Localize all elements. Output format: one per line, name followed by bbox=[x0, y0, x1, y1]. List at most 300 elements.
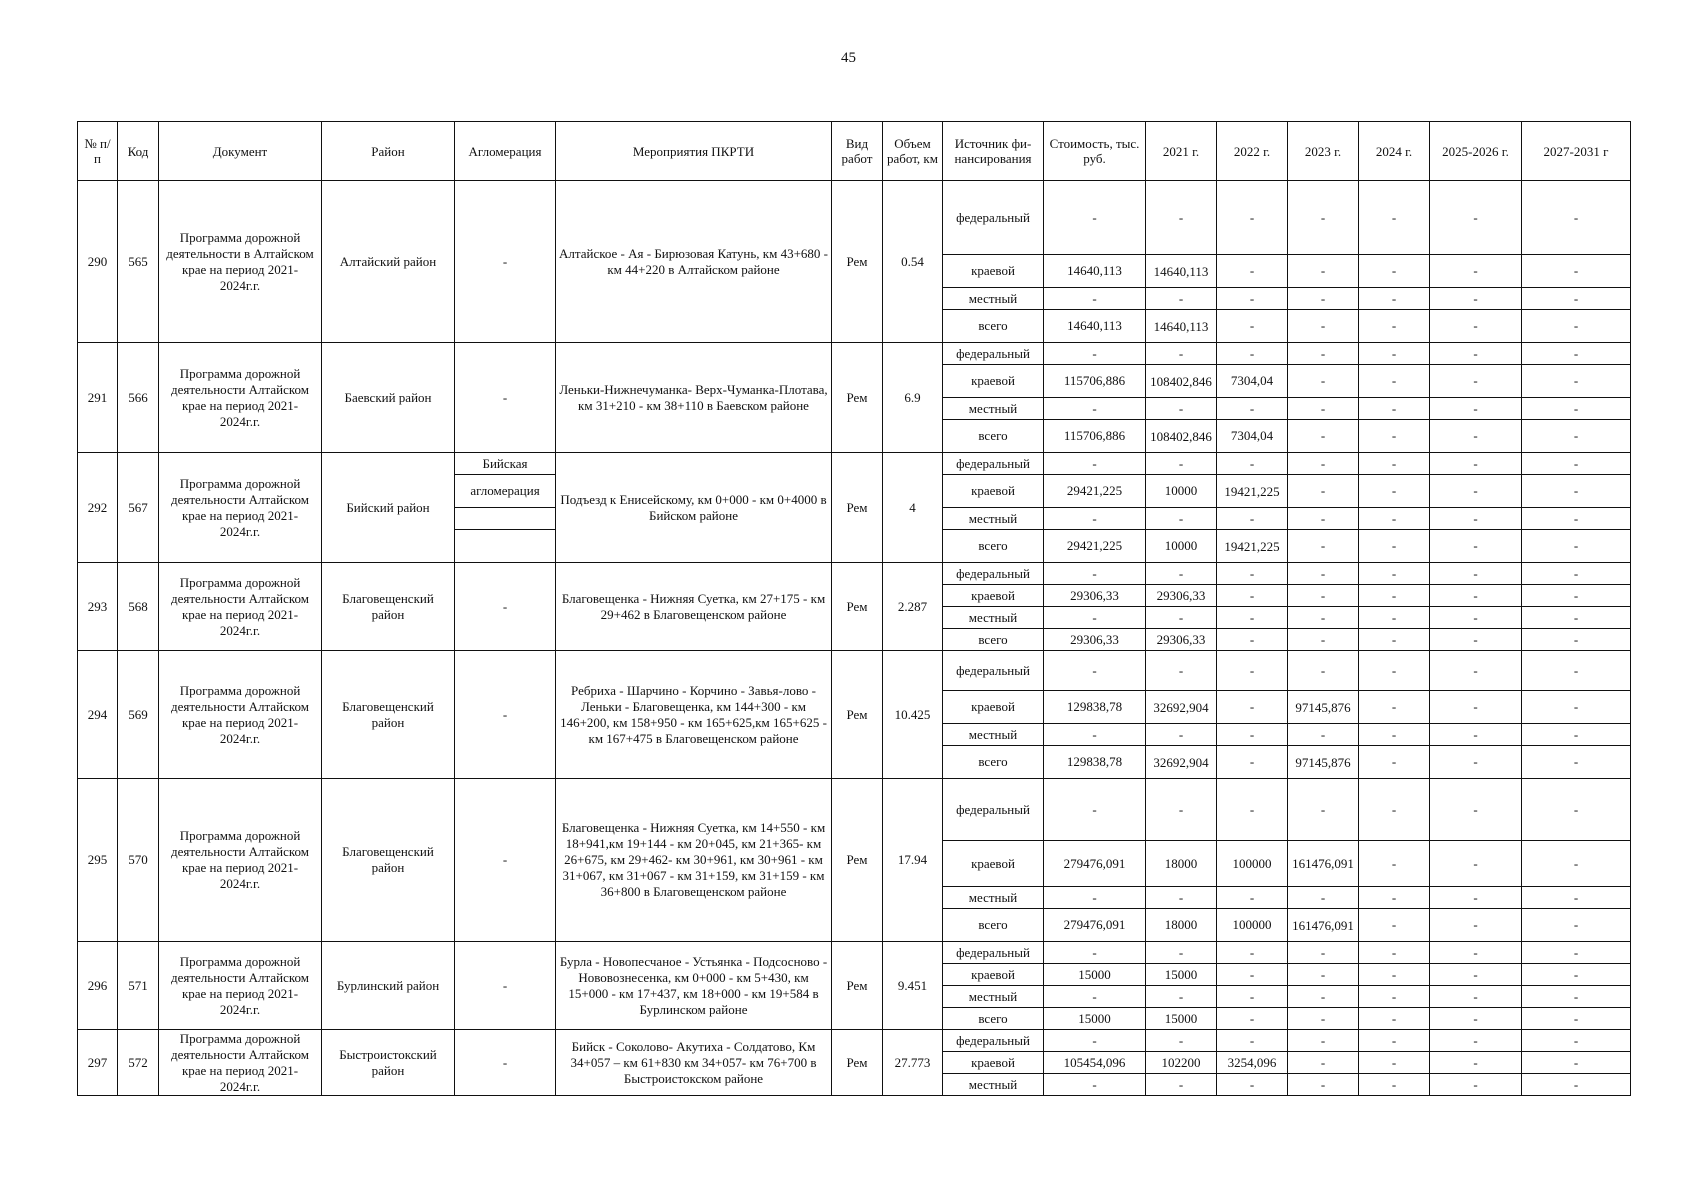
value-cell: - bbox=[1430, 887, 1522, 909]
value-cell: - bbox=[1288, 453, 1359, 475]
value-cell: - bbox=[1522, 629, 1631, 651]
funding-source-cell: краевой bbox=[943, 365, 1044, 398]
value-cell: - bbox=[1146, 288, 1217, 310]
value-cell: - bbox=[1044, 398, 1146, 420]
value-cell: - bbox=[1146, 343, 1217, 365]
agglomeration-cell: Бийская bbox=[455, 453, 556, 475]
header-cell: Документ bbox=[159, 122, 322, 181]
header-cell: № п/п bbox=[78, 122, 118, 181]
table-row bbox=[78, 563, 1631, 585]
measures-cell: Подъезд к Енисейскому, км 0+000 - км 0+4000 в Бийском районе bbox=[556, 453, 832, 563]
district-cell: Благовещенский район bbox=[322, 779, 455, 942]
value-cell: - bbox=[1430, 475, 1522, 508]
value-cell: - bbox=[1217, 508, 1288, 530]
code-cell: 567 bbox=[118, 453, 159, 563]
value-cell: - bbox=[1430, 964, 1522, 986]
value-cell: - bbox=[1522, 746, 1631, 779]
value-cell: - bbox=[1288, 724, 1359, 746]
value-cell: - bbox=[1044, 343, 1146, 365]
value-cell: - bbox=[1430, 398, 1522, 420]
value-cell: - bbox=[1522, 841, 1631, 887]
value-cell: - bbox=[1430, 986, 1522, 1008]
value-cell: 19421,225 bbox=[1217, 475, 1288, 508]
value-cell: 29306,33 bbox=[1044, 629, 1146, 651]
value-cell: - bbox=[1044, 508, 1146, 530]
work-type-cell: Рем bbox=[832, 453, 883, 563]
value-cell: - bbox=[1288, 779, 1359, 841]
value-cell: 115706,886 bbox=[1044, 420, 1146, 453]
value-cell: - bbox=[1522, 585, 1631, 607]
work-type-cell: Рем bbox=[832, 343, 883, 453]
code-cell: 565 bbox=[118, 181, 159, 343]
value-cell: - bbox=[1288, 964, 1359, 986]
value-cell: - bbox=[1430, 942, 1522, 964]
value-cell: - bbox=[1522, 1008, 1631, 1030]
measures-cell: Алтайское - Ая - Бирюзовая Катунь, км 43+680 - км 44+220 в Алтайском районе bbox=[556, 181, 832, 343]
value-cell: 15000 bbox=[1044, 964, 1146, 986]
value-cell: - bbox=[1359, 343, 1430, 365]
value-cell: 15000 bbox=[1146, 964, 1217, 986]
value-cell: - bbox=[1288, 420, 1359, 453]
value-cell: - bbox=[1430, 1008, 1522, 1030]
value-cell: - bbox=[1288, 1008, 1359, 1030]
value-cell: - bbox=[1359, 508, 1430, 530]
row-number-cell: 291 bbox=[78, 343, 118, 453]
value-cell: - bbox=[1430, 629, 1522, 651]
measures-cell: Благовещенка - Нижняя Суетка, км 14+550 - км 18+941,км 19+144 - км 20+045, км 21+365- км 26+675, км 29+462- км 30+961, км 30+961 - км 31+067, км 31+067 - км 31+159, км 31+159 - км 36+800 в Благовещенском районе bbox=[556, 779, 832, 942]
value-cell: - bbox=[1430, 1074, 1522, 1096]
value-cell: - bbox=[1044, 1074, 1146, 1096]
value-cell: 97145,876 bbox=[1288, 746, 1359, 779]
value-cell: - bbox=[1359, 779, 1430, 841]
value-cell: - bbox=[1522, 887, 1631, 909]
value-cell: - bbox=[1522, 607, 1631, 629]
value-cell: 18000 bbox=[1146, 841, 1217, 887]
volume-cell: 6.9 bbox=[883, 343, 943, 453]
value-cell: - bbox=[1044, 1030, 1146, 1052]
value-cell: - bbox=[1430, 909, 1522, 942]
value-cell: - bbox=[1522, 398, 1631, 420]
value-cell: 161476,091 bbox=[1288, 841, 1359, 887]
district-cell: Бийский район bbox=[322, 453, 455, 563]
funding-source-cell: местный bbox=[943, 724, 1044, 746]
value-cell: - bbox=[1217, 691, 1288, 724]
value-cell: - bbox=[1288, 1030, 1359, 1052]
value-cell: 29306,33 bbox=[1146, 585, 1217, 607]
value-cell: - bbox=[1430, 1052, 1522, 1074]
value-cell: - bbox=[1288, 181, 1359, 255]
funding-source-cell: краевой bbox=[943, 585, 1044, 607]
code-cell: 571 bbox=[118, 942, 159, 1030]
value-cell: - bbox=[1359, 746, 1430, 779]
funding-source-cell: федеральный bbox=[943, 1030, 1044, 1052]
value-cell: - bbox=[1522, 181, 1631, 255]
value-cell: - bbox=[1430, 420, 1522, 453]
value-cell: - bbox=[1359, 607, 1430, 629]
value-cell: - bbox=[1217, 629, 1288, 651]
value-cell: - bbox=[1430, 563, 1522, 585]
agglomeration-cell: - bbox=[455, 343, 556, 453]
value-cell: - bbox=[1522, 964, 1631, 986]
value-cell: - bbox=[1288, 475, 1359, 508]
value-cell: 19421,225 bbox=[1217, 530, 1288, 563]
header-cell: Код bbox=[118, 122, 159, 181]
row-number-cell: 295 bbox=[78, 779, 118, 942]
value-cell: - bbox=[1522, 343, 1631, 365]
value-cell: - bbox=[1359, 841, 1430, 887]
table-row bbox=[78, 343, 1631, 365]
value-cell: - bbox=[1359, 453, 1430, 475]
value-cell: 14640,113 bbox=[1146, 310, 1217, 343]
value-cell: - bbox=[1217, 746, 1288, 779]
value-cell: - bbox=[1146, 181, 1217, 255]
value-cell: - bbox=[1522, 724, 1631, 746]
header-cell: Агломерация bbox=[455, 122, 556, 181]
value-cell: - bbox=[1288, 986, 1359, 1008]
value-cell: - bbox=[1217, 310, 1288, 343]
value-cell: 100000 bbox=[1217, 909, 1288, 942]
value-cell: 279476,091 bbox=[1044, 841, 1146, 887]
value-cell: - bbox=[1044, 986, 1146, 1008]
value-cell: - bbox=[1359, 964, 1430, 986]
value-cell: - bbox=[1044, 942, 1146, 964]
value-cell: - bbox=[1359, 1030, 1430, 1052]
funding-source-cell: федеральный bbox=[943, 942, 1044, 964]
code-cell: 569 bbox=[118, 651, 159, 779]
value-cell: - bbox=[1430, 453, 1522, 475]
volume-cell: 9.451 bbox=[883, 942, 943, 1030]
value-cell: - bbox=[1359, 288, 1430, 310]
value-cell: - bbox=[1217, 585, 1288, 607]
value-cell: - bbox=[1430, 651, 1522, 691]
funding-source-cell: федеральный bbox=[943, 651, 1044, 691]
value-cell: - bbox=[1217, 288, 1288, 310]
funding-source-cell: всего bbox=[943, 909, 1044, 942]
row-number-cell: 296 bbox=[78, 942, 118, 1030]
funding-source-cell: федеральный bbox=[943, 181, 1044, 255]
value-cell: 14640,113 bbox=[1044, 255, 1146, 288]
measures-cell: Леньки-Нижнечуманка- Верх-Чуманка-Плотава, км 31+210 - км 38+110 в Баевском районе bbox=[556, 343, 832, 453]
value-cell: - bbox=[1359, 475, 1430, 508]
value-cell: - bbox=[1146, 651, 1217, 691]
row-number-cell: 293 bbox=[78, 563, 118, 651]
value-cell: 14640,113 bbox=[1044, 310, 1146, 343]
value-cell: - bbox=[1288, 629, 1359, 651]
value-cell: - bbox=[1359, 909, 1430, 942]
value-cell: - bbox=[1522, 310, 1631, 343]
value-cell: - bbox=[1288, 887, 1359, 909]
page-number: 45 bbox=[841, 50, 856, 66]
funding-source-cell: всего bbox=[943, 1008, 1044, 1030]
value-cell: - bbox=[1359, 691, 1430, 724]
value-cell: - bbox=[1430, 310, 1522, 343]
value-cell: 14640,113 bbox=[1146, 255, 1217, 288]
code-cell: 568 bbox=[118, 563, 159, 651]
value-cell: - bbox=[1044, 779, 1146, 841]
code-cell: 570 bbox=[118, 779, 159, 942]
value-cell: - bbox=[1146, 508, 1217, 530]
value-cell: - bbox=[1146, 1030, 1217, 1052]
value-cell: - bbox=[1522, 909, 1631, 942]
value-cell: - bbox=[1522, 1030, 1631, 1052]
value-cell: - bbox=[1522, 475, 1631, 508]
value-cell: - bbox=[1359, 942, 1430, 964]
value-cell: 100000 bbox=[1217, 841, 1288, 887]
value-cell: - bbox=[1044, 181, 1146, 255]
measures-cell: Благовещенка - Нижняя Суетка, км 27+175 - км 29+462 в Благовещенском районе bbox=[556, 563, 832, 651]
header-cell: 2023 г. bbox=[1288, 122, 1359, 181]
header-cell: 2024 г. bbox=[1359, 122, 1430, 181]
value-cell: - bbox=[1217, 1074, 1288, 1096]
value-cell: - bbox=[1522, 288, 1631, 310]
agglomeration-cell: - bbox=[455, 563, 556, 651]
header-cell: 2025-2026 г. bbox=[1430, 122, 1522, 181]
value-cell: 29306,33 bbox=[1044, 585, 1146, 607]
funding-source-cell: федеральный bbox=[943, 779, 1044, 841]
measures-cell: Бийск - Соколово- Акутиха - Солдатово, Км 34+057 – км 61+830 км 34+057- км 76+700 в Быстроистокском районе bbox=[556, 1030, 832, 1096]
value-cell: 97145,876 bbox=[1288, 691, 1359, 724]
value-cell: - bbox=[1359, 255, 1430, 288]
value-cell: - bbox=[1288, 508, 1359, 530]
value-cell: - bbox=[1288, 288, 1359, 310]
value-cell: - bbox=[1217, 453, 1288, 475]
funding-source-cell: краевой bbox=[943, 841, 1044, 887]
district-cell: Алтайский район bbox=[322, 181, 455, 343]
document-cell: Программа дорожной деятельности Алтайском крае на период 2021-2024г.г. bbox=[159, 942, 322, 1030]
value-cell: - bbox=[1430, 607, 1522, 629]
value-cell: - bbox=[1146, 607, 1217, 629]
funding-source-cell: краевой bbox=[943, 691, 1044, 724]
value-cell: - bbox=[1522, 779, 1631, 841]
value-cell: - bbox=[1288, 365, 1359, 398]
value-cell: - bbox=[1217, 986, 1288, 1008]
value-cell: - bbox=[1044, 887, 1146, 909]
value-cell: - bbox=[1044, 724, 1146, 746]
value-cell: 7304,04 bbox=[1217, 365, 1288, 398]
value-cell: - bbox=[1359, 585, 1430, 607]
funding-source-cell: всего bbox=[943, 530, 1044, 563]
value-cell: - bbox=[1430, 508, 1522, 530]
value-cell: - bbox=[1359, 365, 1430, 398]
funding-source-cell: местный bbox=[943, 607, 1044, 629]
document-cell: Программа дорожной деятельности Алтайском крае на период 2021-2024г.г. bbox=[159, 1030, 322, 1096]
value-cell: - bbox=[1288, 942, 1359, 964]
document-cell: Программа дорожной деятельности Алтайском крае на период 2021-2024г.г. bbox=[159, 453, 322, 563]
value-cell: 32692,904 bbox=[1146, 746, 1217, 779]
funding-source-cell: местный bbox=[943, 398, 1044, 420]
value-cell: - bbox=[1217, 255, 1288, 288]
value-cell: - bbox=[1044, 651, 1146, 691]
value-cell: 29421,225 bbox=[1044, 475, 1146, 508]
value-cell: - bbox=[1359, 420, 1430, 453]
header-cell: Район bbox=[322, 122, 455, 181]
code-cell: 566 bbox=[118, 343, 159, 453]
value-cell: - bbox=[1288, 563, 1359, 585]
value-cell: - bbox=[1430, 841, 1522, 887]
value-cell: - bbox=[1522, 986, 1631, 1008]
value-cell: - bbox=[1430, 779, 1522, 841]
table-row bbox=[78, 1030, 1631, 1052]
value-cell: - bbox=[1288, 585, 1359, 607]
value-cell: - bbox=[1430, 691, 1522, 724]
funding-source-cell: местный bbox=[943, 986, 1044, 1008]
funding-source-cell: федеральный bbox=[943, 563, 1044, 585]
value-cell: - bbox=[1146, 986, 1217, 1008]
value-cell: - bbox=[1217, 343, 1288, 365]
header-cell: 2027-2031 г bbox=[1522, 122, 1631, 181]
funding-source-cell: краевой bbox=[943, 1052, 1044, 1074]
document-cell: Программа дорожной деятельности Алтайском крае на период 2021-2024г.г. bbox=[159, 343, 322, 453]
work-type-cell: Рем bbox=[832, 1030, 883, 1096]
value-cell: - bbox=[1359, 563, 1430, 585]
table-row bbox=[78, 453, 1631, 475]
value-cell: - bbox=[1359, 986, 1430, 1008]
value-cell: 129838,78 bbox=[1044, 691, 1146, 724]
value-cell: 7304,04 bbox=[1217, 420, 1288, 453]
table-row bbox=[78, 779, 1631, 841]
value-cell: - bbox=[1146, 563, 1217, 585]
value-cell: 3254,096 bbox=[1217, 1052, 1288, 1074]
value-cell: - bbox=[1288, 651, 1359, 691]
funding-source-cell: краевой bbox=[943, 475, 1044, 508]
volume-cell: 0.54 bbox=[883, 181, 943, 343]
work-type-cell: Рем bbox=[832, 563, 883, 651]
value-cell: - bbox=[1430, 724, 1522, 746]
row-number-cell: 294 bbox=[78, 651, 118, 779]
value-cell: - bbox=[1522, 691, 1631, 724]
value-cell: - bbox=[1217, 651, 1288, 691]
value-cell: - bbox=[1044, 453, 1146, 475]
funding-source-cell: всего bbox=[943, 746, 1044, 779]
funding-source-cell: местный bbox=[943, 887, 1044, 909]
value-cell: - bbox=[1359, 724, 1430, 746]
funding-source-cell: местный bbox=[943, 288, 1044, 310]
value-cell: - bbox=[1146, 942, 1217, 964]
header-cell: Стоимость, тыс. руб. bbox=[1044, 122, 1146, 181]
value-cell: - bbox=[1430, 1030, 1522, 1052]
value-cell: - bbox=[1522, 365, 1631, 398]
value-cell: - bbox=[1522, 1074, 1631, 1096]
value-cell: 10000 bbox=[1146, 530, 1217, 563]
work-type-cell: Рем bbox=[832, 651, 883, 779]
value-cell: - bbox=[1288, 343, 1359, 365]
header-cell: Мероприятия ПКРТИ bbox=[556, 122, 832, 181]
value-cell: - bbox=[1430, 530, 1522, 563]
header-cell: Объем работ, км bbox=[883, 122, 943, 181]
value-cell: - bbox=[1359, 1052, 1430, 1074]
header-cell: Источник фи-нансирования bbox=[943, 122, 1044, 181]
value-cell: - bbox=[1217, 779, 1288, 841]
value-cell: - bbox=[1146, 779, 1217, 841]
value-cell: - bbox=[1522, 651, 1631, 691]
volume-cell: 17.94 bbox=[883, 779, 943, 942]
value-cell: - bbox=[1359, 1008, 1430, 1030]
value-cell: - bbox=[1430, 585, 1522, 607]
value-cell: - bbox=[1288, 398, 1359, 420]
value-cell: 102200 bbox=[1146, 1052, 1217, 1074]
row-number-cell: 292 bbox=[78, 453, 118, 563]
funding-source-cell: местный bbox=[943, 1074, 1044, 1096]
value-cell: - bbox=[1217, 1030, 1288, 1052]
value-cell: - bbox=[1146, 453, 1217, 475]
document-cell: Программа дорожной деятельности Алтайском крае на период 2021-2024г.г. bbox=[159, 651, 322, 779]
district-cell: Благовещенский район bbox=[322, 651, 455, 779]
value-cell: 115706,886 bbox=[1044, 365, 1146, 398]
value-cell: - bbox=[1522, 255, 1631, 288]
value-cell: - bbox=[1217, 964, 1288, 986]
header-row bbox=[78, 122, 1631, 181]
value-cell: - bbox=[1430, 181, 1522, 255]
value-cell: - bbox=[1217, 563, 1288, 585]
measures-cell: Бурла - Новопесчаное - Устьянка - Подсосново - Нововознесенка, км 0+000 - км 5+430, км 15+000 - км 17+437, км 18+000 - км 19+584 в Бурлинском районе bbox=[556, 942, 832, 1030]
funding-source-cell: всего bbox=[943, 629, 1044, 651]
value-cell: 29306,33 bbox=[1146, 629, 1217, 651]
value-cell: - bbox=[1288, 310, 1359, 343]
value-cell: 32692,904 bbox=[1146, 691, 1217, 724]
value-cell: - bbox=[1522, 942, 1631, 964]
value-cell: 18000 bbox=[1146, 909, 1217, 942]
value-cell: - bbox=[1430, 255, 1522, 288]
header-cell: Вид работ bbox=[832, 122, 883, 181]
value-cell: 105454,096 bbox=[1044, 1052, 1146, 1074]
value-cell: - bbox=[1044, 563, 1146, 585]
agglomeration-cell: - bbox=[455, 181, 556, 343]
value-cell: - bbox=[1359, 310, 1430, 343]
value-cell: - bbox=[1359, 181, 1430, 255]
funding-source-cell: всего bbox=[943, 310, 1044, 343]
district-cell: Быстроистокский район bbox=[322, 1030, 455, 1096]
volume-cell: 4 bbox=[883, 453, 943, 563]
value-cell: - bbox=[1146, 887, 1217, 909]
work-type-cell: Рем bbox=[832, 181, 883, 343]
value-cell: 10000 bbox=[1146, 475, 1217, 508]
value-cell: - bbox=[1430, 288, 1522, 310]
agglomeration-cell bbox=[455, 530, 556, 563]
value-cell: - bbox=[1217, 942, 1288, 964]
road-works-table bbox=[77, 121, 1631, 1096]
value-cell: - bbox=[1359, 629, 1430, 651]
value-cell: 15000 bbox=[1044, 1008, 1146, 1030]
value-cell: - bbox=[1146, 724, 1217, 746]
value-cell: - bbox=[1146, 398, 1217, 420]
value-cell: - bbox=[1359, 887, 1430, 909]
measures-cell: Ребриха - Шарчино - Корчино - Завья-лово - Леньки - Благовещенка, км 144+300 - км 146+200, км 158+950 - км 165+625,км 165+625 - км 167+475 в Благовещенском районе bbox=[556, 651, 832, 779]
value-cell: - bbox=[1522, 508, 1631, 530]
document-cell: Программа дорожной деятельности в Алтайском крае на период 2021-2024г.г. bbox=[159, 181, 322, 343]
value-cell: - bbox=[1522, 420, 1631, 453]
table-row bbox=[78, 651, 1631, 691]
table-row bbox=[78, 181, 1631, 255]
work-type-cell: Рем bbox=[832, 779, 883, 942]
volume-cell: 2.287 bbox=[883, 563, 943, 651]
agglomeration-cell: - bbox=[455, 651, 556, 779]
value-cell: - bbox=[1522, 530, 1631, 563]
agglomeration-cell bbox=[455, 508, 556, 530]
agglomeration-cell: - bbox=[455, 779, 556, 942]
value-cell: - bbox=[1288, 530, 1359, 563]
code-cell: 572 bbox=[118, 1030, 159, 1096]
agglomeration-cell: - bbox=[455, 942, 556, 1030]
value-cell: 29421,225 bbox=[1044, 530, 1146, 563]
agglomeration-cell: агломерация bbox=[455, 475, 556, 508]
value-cell: - bbox=[1288, 607, 1359, 629]
funding-source-cell: всего bbox=[943, 420, 1044, 453]
value-cell: 108402,846 bbox=[1146, 365, 1217, 398]
value-cell: - bbox=[1522, 563, 1631, 585]
value-cell: - bbox=[1359, 651, 1430, 691]
value-cell: 279476,091 bbox=[1044, 909, 1146, 942]
header-cell: 2021 г. bbox=[1146, 122, 1217, 181]
